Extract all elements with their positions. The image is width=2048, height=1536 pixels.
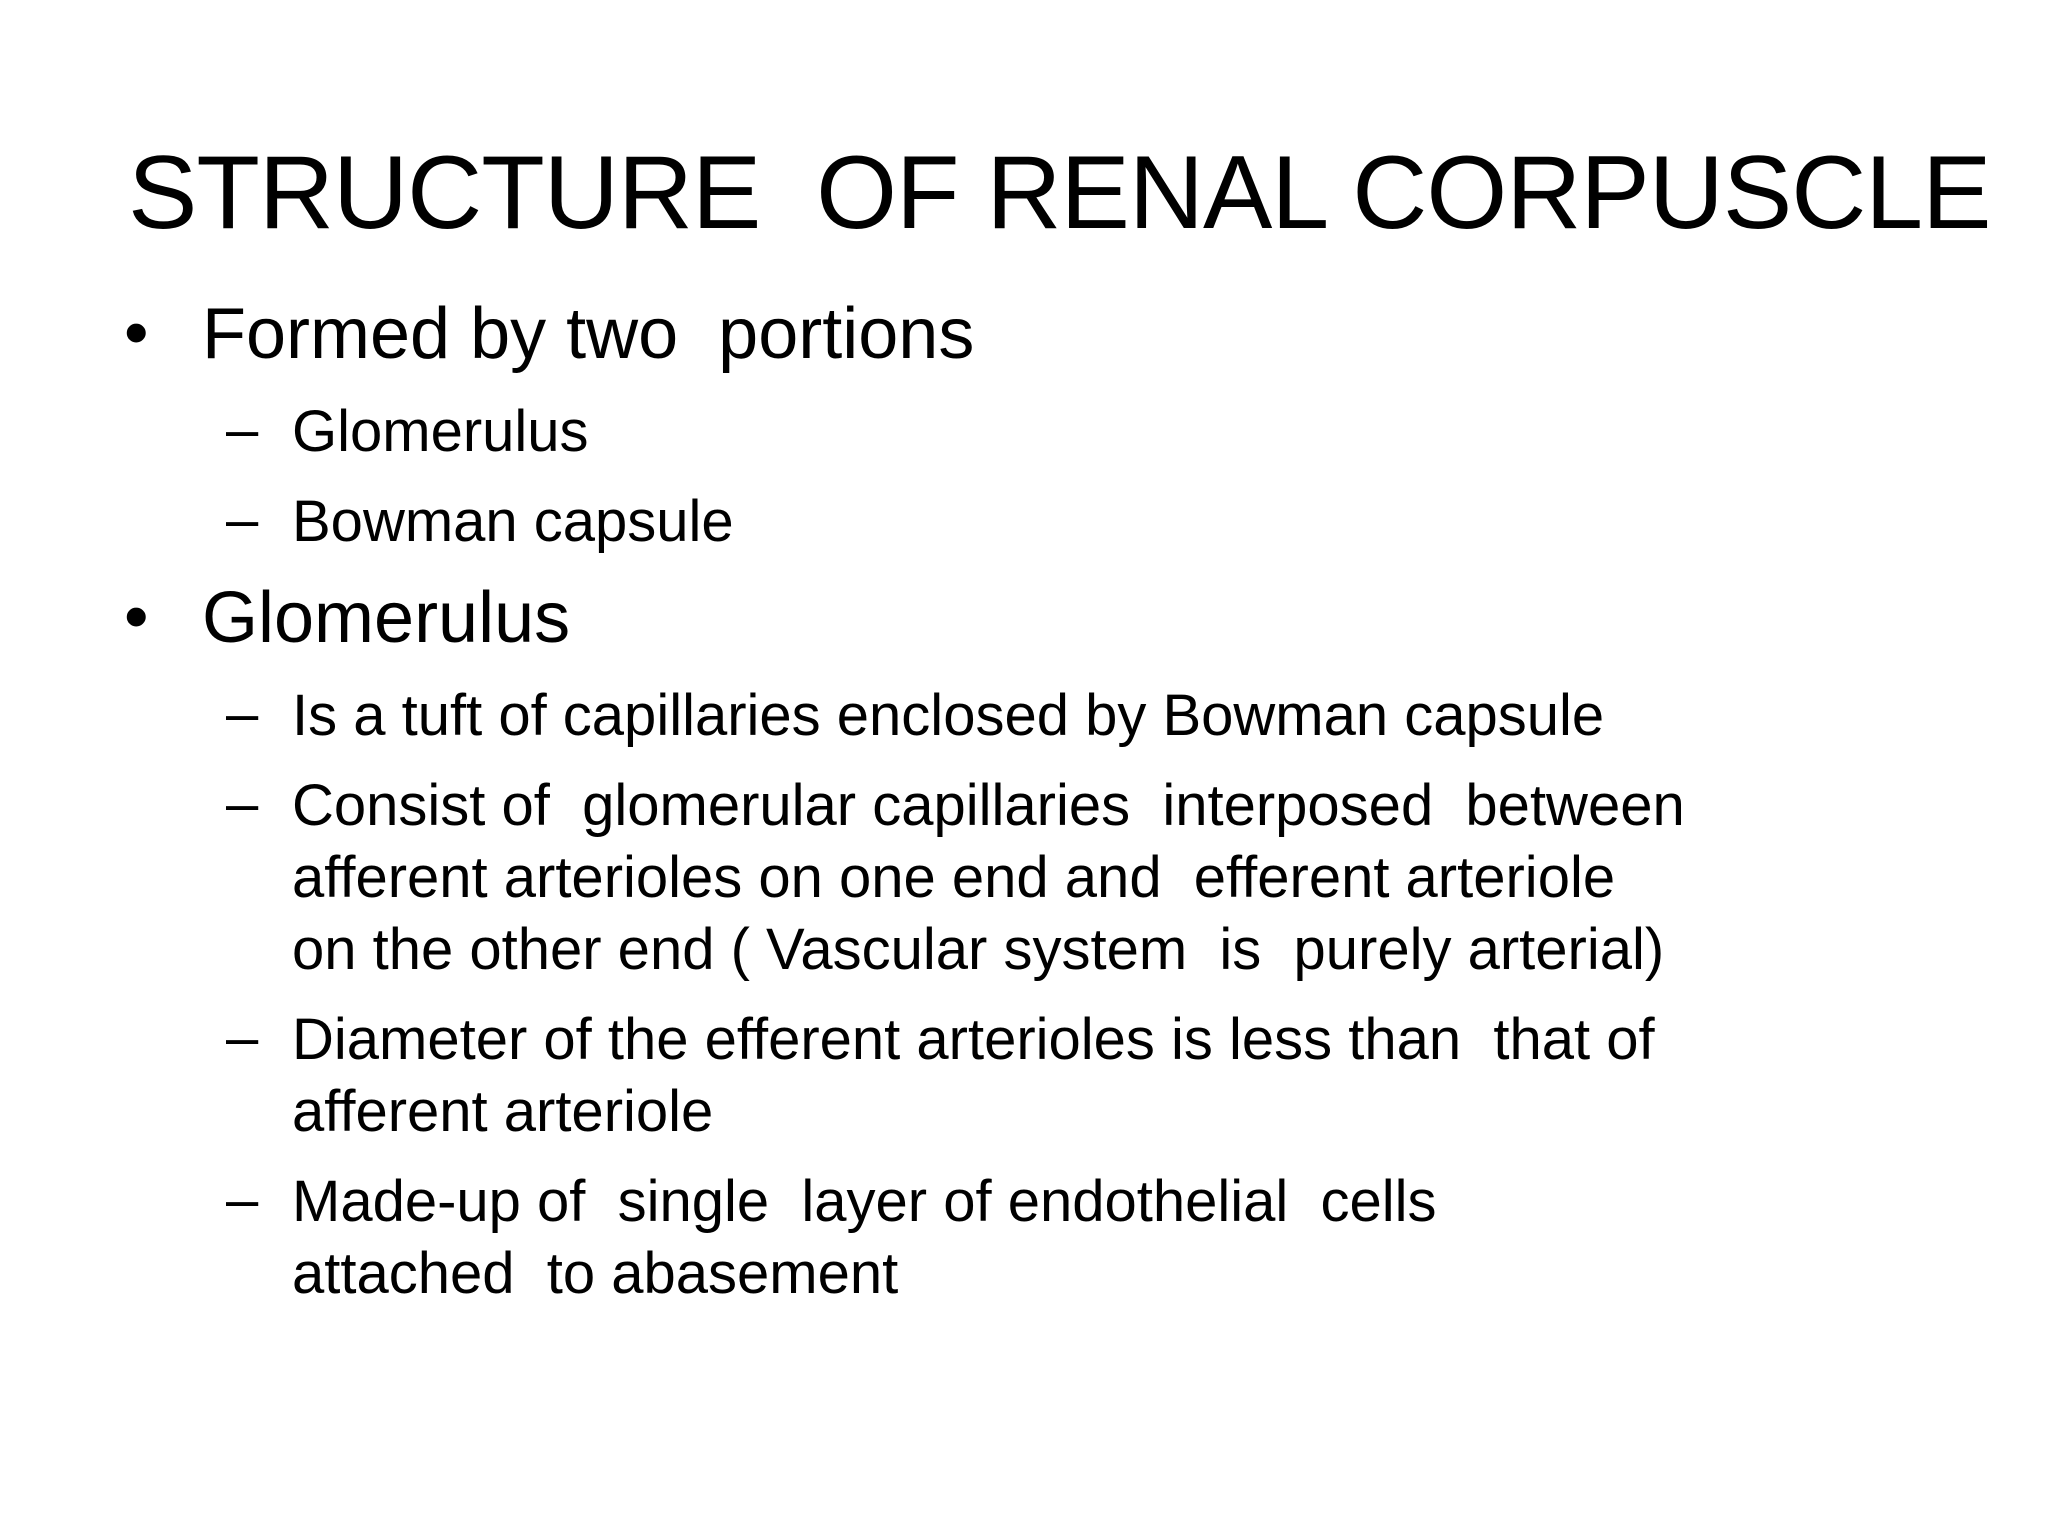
subpoint-diameter-line1: Diameter of the efferent arterioles is less than that of xyxy=(292,1007,1655,1072)
subpoint-bowman-capsule: Bowman capsule xyxy=(292,489,734,554)
dash-icon: – xyxy=(226,771,259,836)
subpoint-consist-line2: afferent arterioles on one end and efferent arteriole xyxy=(292,845,1616,910)
subpoint-glomerulus: Glomerulus xyxy=(292,399,589,464)
dash-icon: – xyxy=(226,1005,259,1070)
dash-icon: – xyxy=(226,1167,259,1232)
bullet-heading-glomerulus: Glomerulus xyxy=(202,578,571,658)
dash-icon: – xyxy=(226,397,259,462)
subpoint-consist-line3: on the other end ( Vascular system is purely arterial) xyxy=(292,917,1665,982)
subpoint-madeup-line1: Made-up of single layer of endothelial cells xyxy=(292,1169,1437,1234)
dash-icon: – xyxy=(226,487,259,552)
subpoint-tuft: Is a tuft of capillaries enclosed by Bowman capsule xyxy=(292,683,1605,748)
subpoint-consist-line1: Consist of glomerular capillaries interposed between xyxy=(292,773,1685,838)
bullet-icon: • xyxy=(124,293,149,371)
bullet-icon: • xyxy=(124,577,149,655)
dash-icon: – xyxy=(226,681,259,746)
slide-title: STRUCTURE OF RENAL CORPUSCLE xyxy=(128,135,1991,251)
subpoint-madeup-line2: attached to abasement xyxy=(292,1241,899,1306)
bullet-heading-portions: Formed by two portions xyxy=(202,294,975,374)
subpoint-diameter-line2: afferent arteriole xyxy=(292,1079,714,1144)
